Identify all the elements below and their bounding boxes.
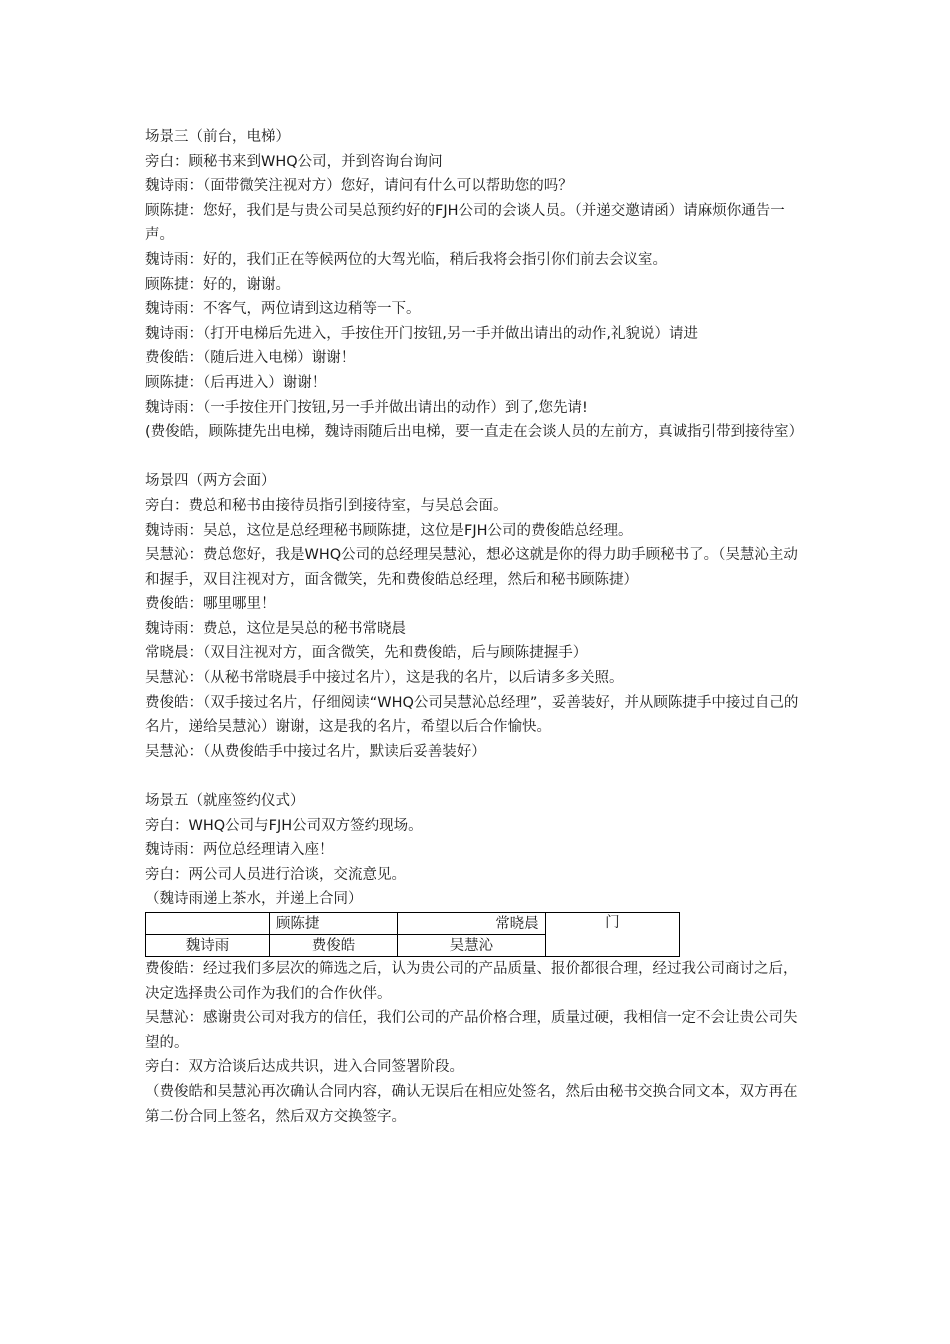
seating-table [145,912,680,957]
scene3-line: 费俊皓：（随后进入电梯）谢谢！ [145,350,356,367]
scene3-line: 魏诗雨：不客气，两位请到这边稍等一下。 [145,301,421,318]
scene5-line: 旁白：双方洽谈后达成共识，进入合同签署阶段。 [145,1059,464,1076]
scene4-line: 费俊皓：（双手接过名片，仔细阅读“WHQ公司吴慧沁总经理”，妥善装好，并从顾陈捷手中接过自己的名片，递给吴慧沁）谢谢，这是我的名片，希望以后合作愉快。 [145,694,799,736]
scene3-line: 魏诗雨：（一手按住开门按钮,另一手并做出请出的动作）到了,您先请! [145,399,588,416]
scene3-title: 场景三（前台，电梯） [145,129,290,145]
seating-row-back [146,913,680,935]
paragraph-gap [145,764,810,789]
scene4-line: 费俊皓：哪里哪里！ [145,596,276,613]
seat-cell: 顾陈捷 [269,913,397,935]
scene5-line: 吴慧沁：感谢贵公司对我方的信任，我们公司的产品价格合理，质量过硬，我相信一定不会让贵公司失望的。 [145,1010,798,1051]
scene5-line: 费俊皓：经过我们多层次的筛选之后，认为贵公司的产品质量、报价都很合理，经过我公司商讨之后，决定选择贵公司作为我们的合作伙伴。 [145,961,798,1002]
scene4-line: 旁白：费总和秘书由接待员指引到接待室，与吴总会面。 [145,497,508,514]
scene5-line: 魏诗雨：两位总经理请入座！ [145,842,334,859]
scene3-line: 魏诗雨：（打开电梯后先进入，手按住开门按钮,另一手并做出请出的动作,礼貌说）请进 [145,325,698,342]
scene5-line: 旁白：WHQ公司与FJH公司双方签约现场。 [145,817,423,834]
scene3-line: 顾陈捷：（后再进入）谢谢！ [145,374,327,391]
scene3-line: 魏诗雨：好的，我们正在等候两位的大驾光临，稍后我将会指引你们前去会议室。 [145,251,667,268]
scene4-line: 常晓晨：（双目注视对方，面含微笑，先和费俊皓，后与顾陈捷握手） [145,645,588,662]
scene3-line: 顾陈捷：好的，谢谢。 [145,276,290,293]
scene5-title: 场景五（就座签约仪式） [145,793,305,810]
scene5-line: （魏诗雨递上茶水，并递上合同） [145,891,363,908]
scene3-line: 顾陈捷：您好，我们是与贵公司吴总预约好的FJH公司的会谈人员。（并递交邀请函）请麻烦你通告一声。 [145,202,785,244]
scene4-line: 吴慧沁：（从秘书常晓晨手中接过名片），这是我的名片，以后请多多关照。 [145,670,624,687]
scene3-line: 旁白：顾秘书来到WHQ公司，并到咨询台询问 [145,153,443,170]
door-cell: 门 [545,913,679,957]
scene4-line: 魏诗雨：费总，这位是吴总的秘书常晓晨 [145,620,406,637]
scene4-line: 吴慧沁：费总您好，我是WHQ公司的总经理吴慧沁，想必这就是你的得力助手顾秘书了。（吴慧沁主动和握手，双目注视对方，面含微笑，先和费俊皓总经理，然后和秘书顾陈捷） [145,547,798,588]
scene3-line: 魏诗雨：（面带微笑注视对方）您好，请问有什么可以帮助您的吗？ [145,178,573,195]
seat-cell: 费俊皓 [269,935,397,957]
seat-cell: 吴慧沁 [398,935,546,957]
seat-cell: 常晓晨 [398,913,546,935]
seat-cell: 魏诗雨 [146,935,270,957]
paragraph-gap [145,445,810,470]
scene5-line: （费俊皓和吴慧沁再次确认合同内容，确认无误后在相应处签名，然后由秘书交换合同文本，双方再在第二份合同上签名，然后双方交换签字。 [145,1083,798,1125]
scene3-line: (费俊皓，顾陈捷先出电梯，魏诗雨随后出电梯，要一直走在会谈人员的左前方，真诚指引带到接待室） [145,424,804,441]
scene4-line: 魏诗雨：吴总，这位是总经理秘书顾陈捷，这位是FJH公司的费俊皓总经理。 [145,522,633,539]
document-page [145,125,810,1129]
seat-cell [146,913,270,935]
scene5-line: 旁白：两公司人员进行洽谈，交流意见。 [145,866,406,883]
scene4-title: 场景四（两方会面） [145,473,276,490]
scene4-line: 吴慧沁：（从费俊皓手中接过名片，默读后妥善装好） [145,743,486,760]
